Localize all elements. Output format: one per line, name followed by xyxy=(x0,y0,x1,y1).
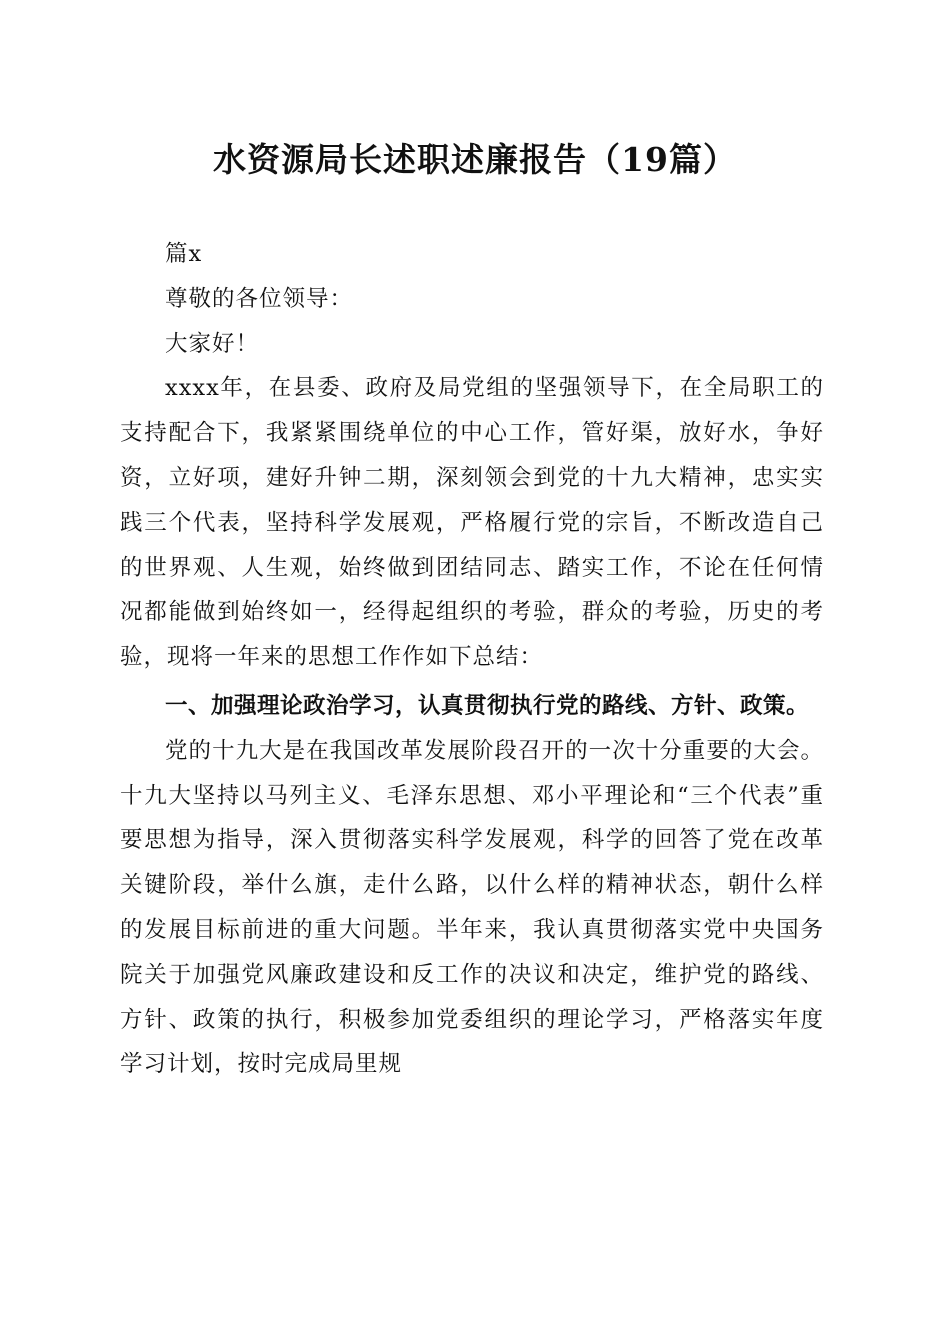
document-body xyxy=(120,232,824,1087)
document-title: 水资源局长述职述廉报告（19篇） xyxy=(213,140,737,179)
section-label: 篇x xyxy=(165,241,203,267)
greeting: 大家好！ xyxy=(165,330,260,357)
section-heading-1: 一、加强理论政治学习，认真贯彻执行党的路线、方针、政策。 xyxy=(165,692,810,719)
paragraph-intro: xxxx年，在县委、政府及局党组的坚强领导下，在全局职工的支持配合下，我紧紧围绕单位的中心工作，管好渠，放好水，争好资，立好项，建好升钟二期，深刻领会到党的十九大精神，忠实实践三个代表，坚持科学发展观，严格履行党的宗旨，不断改造自己的世界观、人生观，始终做到团结同志、踏实工作，不论在任何情况都能做到始终如一，经得起组织的考验，群众的考验，历史的考验，现将一年来的思想工作作如下总结： xyxy=(120,375,824,671)
paragraph-theory-study: 党的十九大是在我国改革发展阶段召开的一次十分重要的大会。十九大坚持以马列主义、毛泽东思想、邓小平理论和“三个代表”重要思想为指导，深入贯彻落实科学发展观，科学的回答了党在改革关键阶段，举什么旗，走什么路，以什么样的精神状态，朝什么样的发展目标前进的重大问题。半年来，我认真贯彻落实党中央国务院关于加强党风廉政建设和反工作的决议和决定，维护党的路线、方针、政策的执行，积极参加党委组织的理论学习，严格落实年度学习计划，按时完成局里规 xyxy=(120,737,824,1078)
salutation: 尊敬的各位领导： xyxy=(165,285,354,312)
